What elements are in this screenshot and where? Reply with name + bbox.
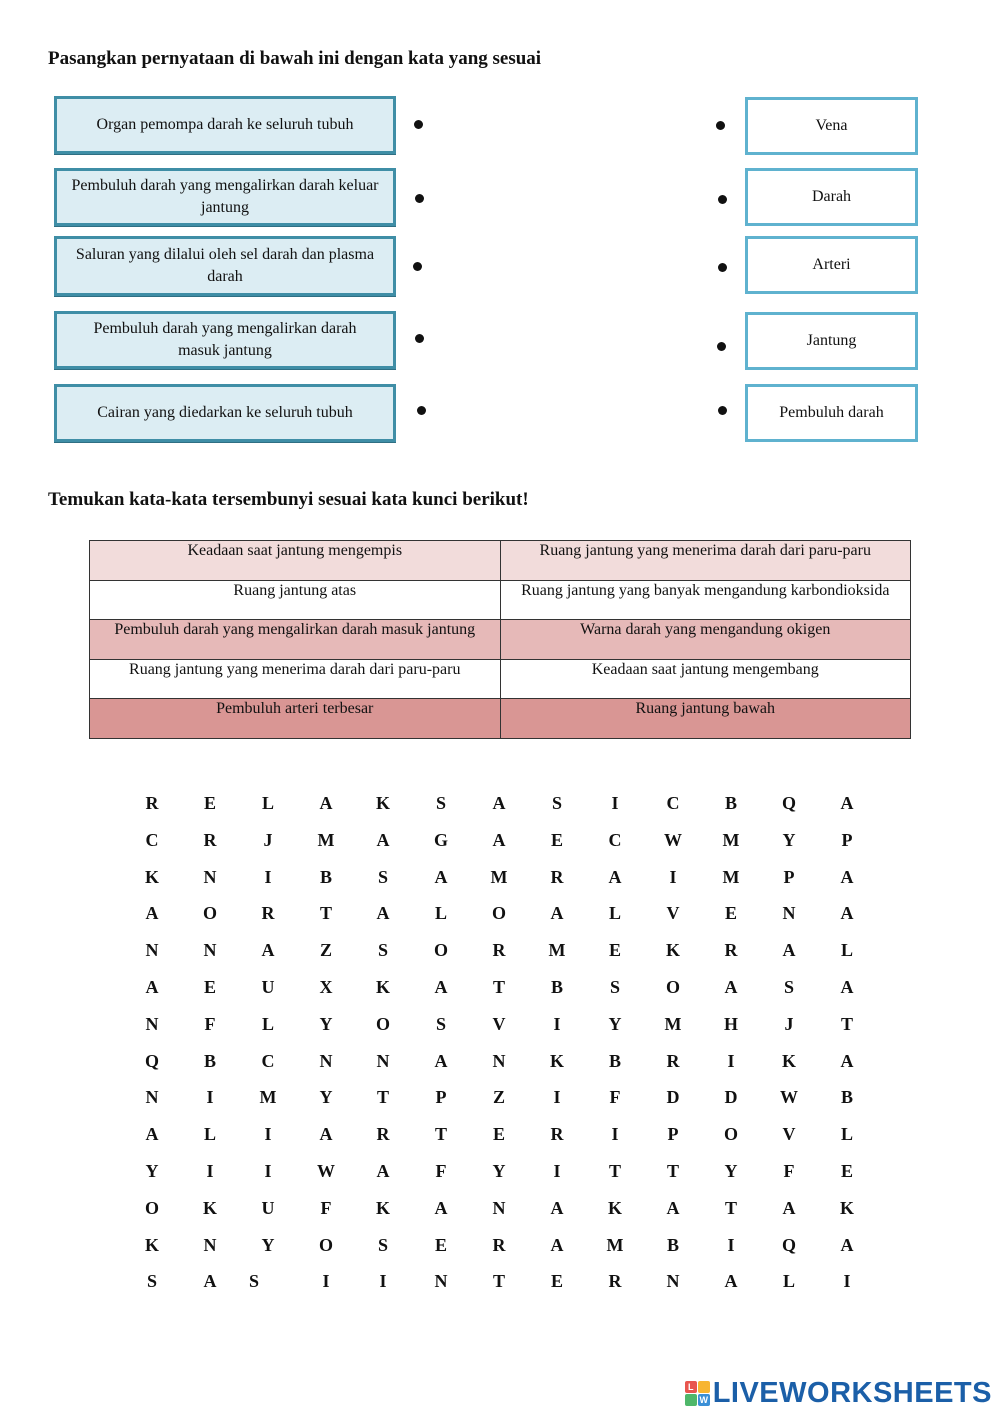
grid-letter[interactable]: P [783, 866, 795, 887]
grid-letter[interactable]: I [669, 866, 677, 887]
statement-box[interactable] [54, 168, 396, 226]
answer-text: Darah [811, 188, 852, 205]
grid-letter[interactable]: C [666, 793, 680, 813]
grid-letter[interactable]: T [492, 977, 505, 997]
grid-letter[interactable]: K [665, 940, 680, 961]
grid-letter[interactable]: I [264, 866, 272, 887]
statement-text: Organ pemompa darah ke seluruh tubuh [96, 115, 354, 133]
grid-letter[interactable]: I [553, 1087, 561, 1108]
grid-letter[interactable]: R [376, 1124, 390, 1145]
grid-letter[interactable]: A [840, 866, 854, 887]
logo-icon-letter: W [699, 1395, 708, 1405]
statement-box[interactable] [54, 96, 396, 154]
grid-letter[interactable]: G [433, 829, 448, 850]
answer-box-darah[interactable] [745, 168, 918, 226]
grid-letter[interactable]: L [782, 1271, 795, 1292]
grid-letter[interactable]: S [377, 866, 388, 887]
grid-letter[interactable]: A [840, 1234, 854, 1255]
answer-text: Jantung [806, 332, 857, 349]
right-connector-dot[interactable] [717, 342, 726, 351]
grid-letter[interactable]: S [377, 940, 388, 961]
right-connector-dot[interactable] [716, 121, 725, 130]
statement-box[interactable] [54, 384, 396, 442]
wordsearch-heading: Temukan kata-kata tersembunyi sesuai kata kunci berikut! [48, 489, 529, 510]
right-connector-dot[interactable] [718, 263, 727, 272]
grid-letter[interactable]: N [145, 940, 159, 961]
grid-letter[interactable]: B [319, 866, 332, 887]
grid-letter[interactable]: M [490, 866, 508, 887]
grid-letter[interactable]: B [608, 1050, 621, 1071]
grid-letter[interactable]: Y [492, 1161, 506, 1181]
clue-row [90, 659, 911, 699]
grid-letter[interactable]: R [261, 903, 275, 924]
grid-letter[interactable]: N [319, 1050, 333, 1071]
grid-letter[interactable]: E [608, 940, 621, 961]
grid-letter[interactable]: A [434, 1050, 448, 1071]
grid-letter[interactable]: L [840, 1124, 853, 1145]
answer-box-jantung[interactable] [745, 312, 918, 370]
grid-letter[interactable]: A [319, 793, 333, 813]
grid-letter[interactable]: I [727, 1234, 735, 1255]
grid-letter[interactable]: A [550, 1234, 564, 1255]
grid-letter[interactable]: A [434, 866, 448, 887]
grid-letter[interactable]: B [724, 793, 737, 813]
grid-letter[interactable]: E [550, 1271, 563, 1292]
left-connector-dot[interactable] [414, 120, 423, 129]
grid-letter[interactable]: S [783, 977, 794, 997]
grid-letter[interactable]: T [608, 1161, 621, 1181]
grid-letter[interactable]: I [553, 1161, 561, 1181]
grid-letter[interactable]: I [264, 1124, 272, 1145]
statement-text: Saluran yang dilalui oleh sel darah dan plasma darah [75, 245, 375, 285]
grid-letter[interactable]: K [202, 1197, 217, 1218]
grid-letter[interactable]: I [322, 1271, 330, 1292]
grid-letter[interactable]: N [782, 903, 796, 924]
grid-letter[interactable]: A [840, 903, 854, 924]
logo-icon-square [698, 1381, 710, 1393]
grid-letter[interactable]: A [724, 977, 738, 997]
grid-letter[interactable]: A [550, 1197, 564, 1218]
grid-letter[interactable]: R [608, 1271, 622, 1292]
grid-letter[interactable]: K [375, 793, 390, 813]
grid-letter[interactable]: A [492, 829, 506, 850]
grid-letter[interactable]: M [722, 829, 740, 850]
grid-letter[interactable]: V [782, 1124, 796, 1145]
grid-letter[interactable]: Q [144, 1050, 159, 1071]
grid-letter[interactable]: P [667, 1124, 679, 1145]
grid-letter[interactable]: W [780, 1087, 798, 1108]
grid-letter[interactable]: U [261, 977, 275, 997]
grid-letter[interactable]: E [203, 793, 216, 813]
grid-letter[interactable]: O [144, 1197, 159, 1218]
grid-letter[interactable]: A [782, 940, 796, 961]
grid-letter[interactable]: A [840, 1050, 854, 1071]
grid-letter[interactable]: A [550, 903, 564, 924]
grid-letter[interactable]: E [550, 829, 563, 850]
grid-letter[interactable]: B [840, 1087, 853, 1108]
grid-letter[interactable]: M [606, 1234, 624, 1255]
logo-text: LIVEWORKSHEETS [712, 1377, 992, 1409]
grid-letter[interactable]: I [553, 1013, 561, 1034]
clue-cell: Warna darah yang mengandung okigen [500, 620, 911, 660]
grid-letter[interactable]: Z [492, 1087, 505, 1108]
right-connector-dot[interactable] [718, 406, 727, 415]
grid-letter[interactable]: U [261, 1197, 275, 1218]
grid-letter[interactable]: T [492, 1271, 505, 1292]
grid-letter[interactable]: A [145, 903, 159, 924]
grid-letter[interactable]: O [491, 903, 506, 924]
grid-letter[interactable]: R [550, 1124, 564, 1145]
answer-box-arteri[interactable] [745, 236, 918, 294]
grid-letter[interactable]: N [434, 1271, 448, 1292]
grid-letter[interactable]: I [206, 1087, 214, 1108]
grid-letter[interactable]: R [492, 940, 506, 961]
grid-letter[interactable]: A [724, 1271, 738, 1292]
clue-cell: Pembuluh arteri terbesar [90, 699, 501, 739]
grid-letter[interactable]: A [434, 1197, 448, 1218]
grid-letter[interactable]: R [724, 940, 738, 961]
grid-letter[interactable]: A [782, 1197, 796, 1218]
grid-letter[interactable]: V [492, 1013, 506, 1034]
grid-letter[interactable]: T [840, 1013, 853, 1034]
grid-letter[interactable]: W [317, 1161, 335, 1181]
grid-letter[interactable]: I [727, 1050, 735, 1071]
grid-letter[interactable]: Z [319, 940, 332, 961]
clue-cell: Keadaan saat jantung mengembang [500, 659, 911, 699]
grid-letter[interactable]: I [379, 1271, 387, 1292]
grid-letter[interactable]: A [203, 1271, 217, 1292]
clue-cell: Ruang jantung yang menerima darah dari paru-paru [500, 541, 911, 581]
grid-letter[interactable]: R [550, 866, 564, 887]
grid-letter[interactable]: H [723, 1013, 738, 1034]
grid-letter[interactable]: V [666, 903, 680, 924]
clue-cell: Ruang jantung atas [90, 580, 501, 620]
grid-letter[interactable]: T [376, 1087, 389, 1108]
grid-letter[interactable]: T [434, 1124, 447, 1145]
grid-letter[interactable]: L [203, 1124, 216, 1145]
grid-letter[interactable]: K [375, 1197, 390, 1218]
grid-letter[interactable]: N [492, 1197, 506, 1218]
grid-letter[interactable]: I [843, 1271, 851, 1292]
grid-letter[interactable]: I [264, 1161, 272, 1181]
logo-icon [685, 1381, 710, 1406]
grid-letter[interactable]: S [377, 1234, 388, 1255]
grid-letter[interactable]: K [607, 1197, 622, 1218]
grid-letter[interactable]: I [206, 1161, 214, 1181]
grid-letter[interactable]: O [665, 977, 680, 997]
grid-letter[interactable]: M [317, 829, 335, 850]
grid-letter[interactable]: F [320, 1197, 332, 1218]
clue-row [90, 541, 911, 581]
grid-letter[interactable]: F [783, 1161, 795, 1181]
grid-letter[interactable]: N [145, 1013, 159, 1034]
grid-letter[interactable]: B [666, 1234, 679, 1255]
grid-letter[interactable]: Q [781, 793, 796, 813]
grid-letter[interactable]: K [144, 1234, 159, 1255]
left-connector-dot[interactable] [413, 262, 422, 271]
grid-letter[interactable]: D [666, 1087, 680, 1108]
grid-letter[interactable]: S [551, 793, 562, 813]
grid-letter[interactable]: O [723, 1124, 738, 1145]
grid-letter[interactable]: A [840, 793, 854, 813]
grid-letter[interactable]: Y [724, 1161, 738, 1181]
clue-cell: Ruang jantung yang menerima darah dari paru-paru [90, 659, 501, 699]
right-connector-dot[interactable] [718, 195, 727, 204]
grid-letter[interactable]: K [781, 1050, 796, 1071]
grid-letter[interactable]: A [376, 829, 390, 850]
grid-letter[interactable]: M [548, 940, 566, 961]
grid-letter[interactable]: L [261, 793, 274, 813]
grid-letter[interactable]: A [840, 977, 854, 997]
left-connector-dot[interactable] [417, 406, 426, 415]
grid-letter[interactable]: M [722, 866, 740, 887]
grid-letter[interactable]: M [259, 1087, 277, 1108]
grid-letter[interactable]: K [839, 1197, 854, 1218]
grid-letter[interactable]: C [261, 1050, 275, 1071]
left-connector-dot[interactable] [415, 334, 424, 343]
grid-letter[interactable]: N [203, 866, 217, 887]
grid-letter[interactable]: F [435, 1161, 447, 1181]
grid-letter[interactable]: N [203, 1234, 217, 1255]
grid-letter[interactable]: F [609, 1087, 621, 1108]
clue-cell: Ruang jantung bawah [500, 699, 911, 739]
grid-letter[interactable]: E [492, 1124, 505, 1145]
grid-letter[interactable]: Y [319, 1087, 333, 1108]
clue-row [90, 580, 911, 620]
clue-table [89, 540, 911, 739]
grid-letter[interactable]: O [375, 1013, 390, 1034]
grid-letter[interactable]: L [840, 940, 853, 961]
grid-letter[interactable]: A [376, 1161, 390, 1181]
grid-letter[interactable]: E [724, 903, 737, 924]
grid-letter[interactable]: L [261, 1013, 274, 1034]
grid-letter[interactable]: A [666, 1197, 680, 1218]
grid-letter[interactable]: T [724, 1197, 737, 1218]
logo-icon-letter: L [685, 1381, 697, 1393]
grid-letter[interactable]: B [550, 977, 563, 997]
answer-text: Vena [815, 117, 848, 134]
grid-letter[interactable]: D [724, 1087, 738, 1108]
statement-text: Pembuluh darah yang mengalirkan darah keluar jantung [71, 176, 379, 216]
grid-letter[interactable]: A [145, 977, 159, 997]
grid-letter[interactable]: I [611, 1124, 619, 1145]
statement-box[interactable] [54, 236, 396, 296]
grid-letter[interactable]: K [375, 977, 390, 997]
grid-letter[interactable]: C [608, 829, 622, 850]
grid-letter[interactable]: P [841, 829, 853, 850]
grid-letter[interactable]: A [434, 977, 448, 997]
grid-letter[interactable]: T [666, 1161, 679, 1181]
grid-letter[interactable]: S [435, 1013, 446, 1034]
grid-letter[interactable]: L [608, 903, 621, 924]
grid-letter[interactable]: R [666, 1050, 680, 1071]
liveworksheets-logo [685, 1377, 992, 1410]
statement-text: Pembuluh darah yang mengalirkan darah masuk jantung [93, 319, 357, 359]
grid-letter[interactable]: A [376, 903, 390, 924]
grid-letter[interactable]: T [319, 903, 332, 924]
grid-letter[interactable]: R [492, 1234, 506, 1255]
answer-text: Arteri [812, 256, 851, 273]
grid-letter[interactable]: J [263, 829, 273, 850]
grid-letter[interactable]: E [840, 1161, 853, 1181]
clue-row [90, 699, 911, 739]
grid-letter[interactable]: A [261, 940, 275, 961]
grid-letter[interactable]: A [492, 793, 506, 813]
grid-letter[interactable]: C [145, 829, 159, 850]
grid-letter[interactable]: Y [261, 1234, 275, 1255]
grid-letter[interactable]: A [608, 866, 622, 887]
grid-letter[interactable]: O [318, 1234, 333, 1255]
grid-letter[interactable]: K [549, 1050, 564, 1071]
grid-letter[interactable]: O [433, 940, 448, 961]
statement-box[interactable] [54, 311, 396, 369]
matching-heading: Pasangkan pernyataan di bawah ini dengan kata yang sesuai [48, 48, 542, 69]
grid-letter[interactable]: S [146, 1271, 157, 1292]
grid-letter[interactable]: B [203, 1050, 216, 1071]
grid-letter[interactable]: N [145, 1087, 159, 1108]
answer-text: Pembuluh darah [779, 404, 884, 421]
answer-box-pembuluh-darah[interactable] [745, 384, 918, 442]
grid-letter[interactable]: N [203, 940, 217, 961]
grid-letter[interactable]: N [376, 1050, 390, 1071]
grid-letter[interactable]: F [204, 1013, 216, 1034]
grid-letter[interactable]: W [664, 829, 682, 850]
grid-letter[interactable]: A [145, 1124, 159, 1145]
grid-letter[interactable]: Y [145, 1161, 159, 1181]
grid-letter[interactable]: Q [781, 1234, 796, 1255]
grid-letter[interactable]: L [434, 903, 447, 924]
clue-cell: Pembuluh darah yang mengalirkan darah masuk jantung [90, 620, 501, 660]
grid-letter[interactable]: Y [608, 1013, 622, 1034]
grid-letter[interactable]: M [664, 1013, 682, 1034]
grid-letter[interactable]: S [248, 1271, 259, 1292]
grid-letter[interactable]: N [666, 1271, 680, 1292]
grid-letter[interactable]: I [611, 793, 619, 813]
logo-icon-square [685, 1394, 697, 1406]
grid-letter[interactable]: E [203, 977, 216, 997]
grid-letter[interactable]: Y [782, 829, 796, 850]
left-connector-dot[interactable] [415, 194, 424, 203]
grid-letter[interactable]: O [202, 903, 217, 924]
grid-letter[interactable]: P [435, 1087, 447, 1108]
grid-letter[interactable]: S [435, 793, 446, 813]
grid-letter[interactable]: N [492, 1050, 506, 1071]
answer-box-vena[interactable] [745, 97, 918, 155]
statement-text: Cairan yang diedarkan ke seluruh tubuh [97, 403, 353, 421]
grid-letter[interactable]: Y [319, 1013, 333, 1034]
grid-letter[interactable]: A [319, 1124, 333, 1145]
grid-letter[interactable]: X [319, 977, 333, 997]
clue-cell: Ruang jantung yang banyak mengandung karbondioksida [500, 580, 911, 620]
grid-letter[interactable]: J [784, 1013, 794, 1034]
grid-letter[interactable]: R [145, 793, 159, 813]
clue-row [90, 620, 911, 660]
grid-letter[interactable]: R [203, 829, 217, 850]
grid-letter[interactable]: K [144, 866, 159, 887]
grid-letter[interactable]: E [434, 1234, 447, 1255]
grid-letter[interactable]: S [609, 977, 620, 997]
clue-cell: Keadaan saat jantung mengempis [90, 541, 501, 581]
